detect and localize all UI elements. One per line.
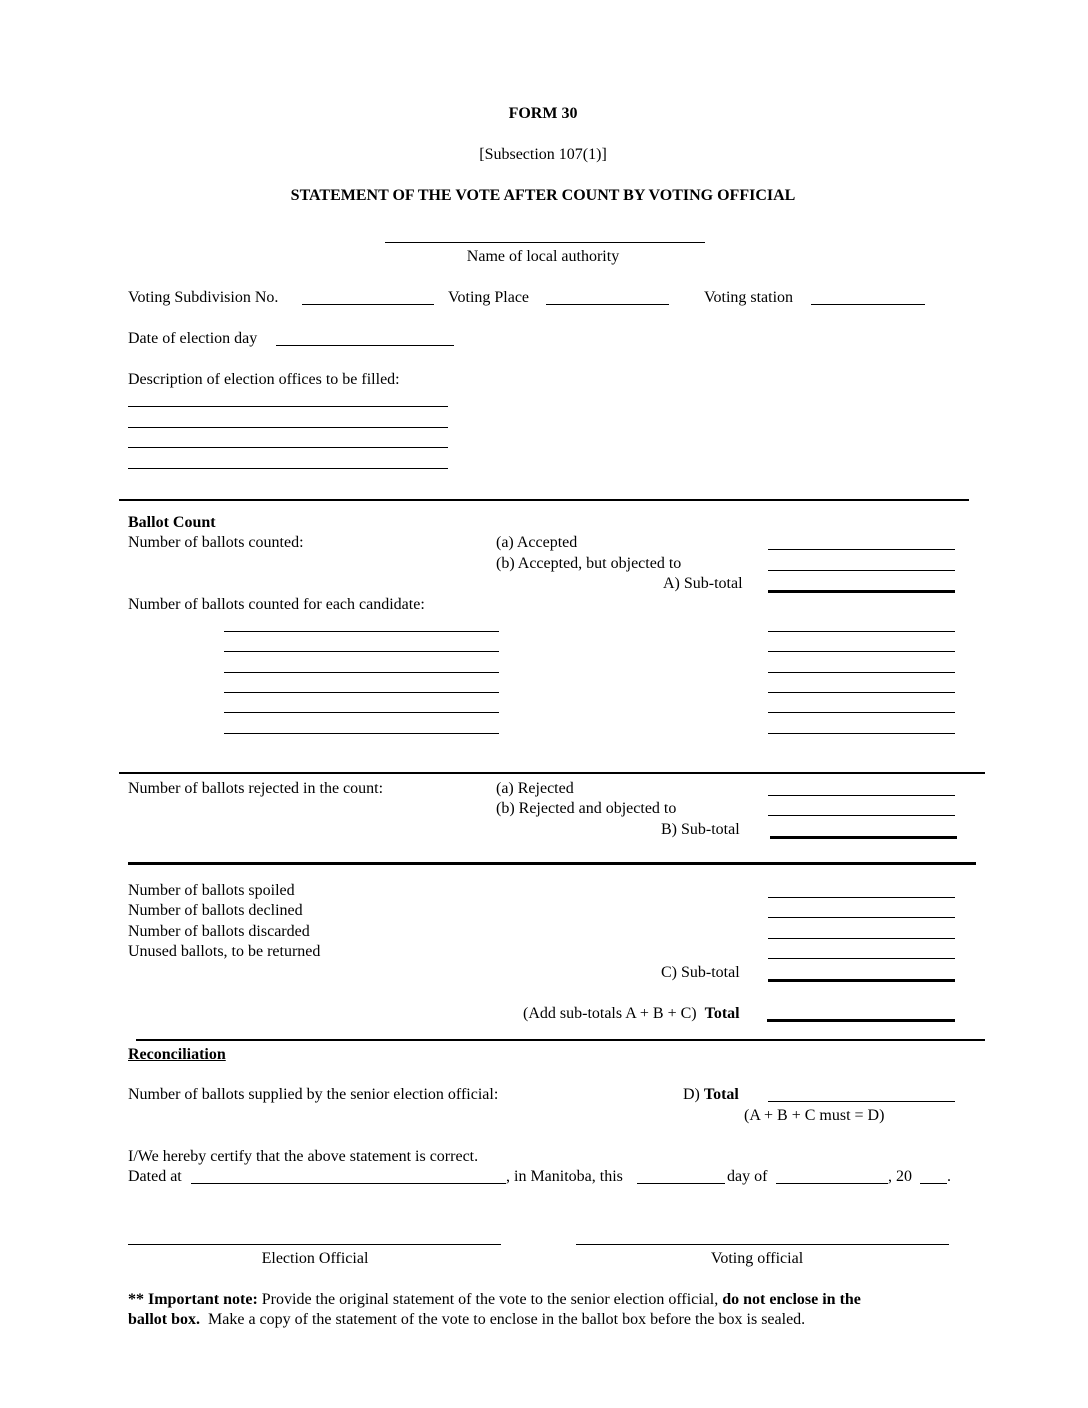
subtotal-a-label: A) Sub-total — [663, 575, 743, 592]
voting-official-label: Voting official — [710, 1250, 804, 1267]
local-authority-field[interactable] — [385, 242, 705, 243]
candidate-name-field[interactable] — [224, 672, 499, 673]
form-title: FORM 30 — [508, 105, 578, 122]
candidate-name-field[interactable] — [224, 733, 499, 734]
voting-subdivision-label: Voting Subdivision No. — [128, 289, 279, 306]
voting-place-field[interactable] — [546, 304, 669, 305]
reconciliation-check: (A + B + C must = D) — [744, 1107, 885, 1124]
rejected-label: (a) Rejected — [496, 780, 574, 797]
subsection-reference: [Subsection 107(1)] — [479, 146, 607, 163]
per-candidate-label: Number of ballots counted for each candidate: — [128, 596, 425, 613]
day-field[interactable] — [637, 1183, 725, 1184]
d-total-label: D) Total — [683, 1086, 739, 1103]
dated-at-label: Dated at — [128, 1168, 182, 1185]
spoiled-label: Number of ballots spoiled — [128, 882, 295, 899]
accepted-label: (a) Accepted — [496, 534, 578, 551]
subtotal-b-label: B) Sub-total — [661, 821, 740, 838]
dated-period: . — [947, 1168, 951, 1185]
voting-station-label: Voting station — [704, 289, 794, 306]
candidate-count-field[interactable] — [768, 692, 955, 693]
election-official-signature-field[interactable] — [128, 1244, 501, 1245]
add-subtotals-label: (Add sub-totals A + B + C) Total — [523, 1005, 740, 1022]
ballots-counted-label: Number of ballots counted: — [128, 534, 304, 551]
ballots-rejected-label: Number of ballots rejected in the count: — [128, 780, 384, 797]
accepted-objected-label: (b) Accepted, but objected to — [496, 555, 682, 572]
election-office-field[interactable] — [128, 427, 448, 428]
declined-field[interactable] — [768, 917, 955, 918]
candidate-count-field[interactable] — [768, 712, 955, 713]
candidate-name-field[interactable] — [224, 631, 499, 632]
discarded-field[interactable] — [768, 938, 955, 939]
election-official-label: Election Official — [261, 1250, 369, 1267]
rejected-objected-label: (b) Rejected and objected to — [496, 800, 677, 817]
section-divider — [136, 1039, 985, 1041]
certification-statement: I/We hereby certify that the above statement is correct. — [128, 1148, 479, 1165]
election-office-field[interactable] — [128, 406, 448, 407]
statement-title: STATEMENT OF THE VOTE AFTER COUNT BY VOTING OFFICIAL — [290, 187, 796, 204]
year-field[interactable] — [920, 1183, 947, 1184]
accepted-objected-field[interactable] — [768, 570, 955, 571]
total-field[interactable] — [767, 1019, 955, 1022]
section-divider — [119, 772, 985, 774]
subtotal-c-label: C) Sub-total — [661, 964, 740, 981]
candidate-name-field[interactable] — [224, 712, 499, 713]
candidate-count-field[interactable] — [768, 733, 955, 734]
year-prefix-label: , 20 — [888, 1168, 912, 1185]
section-divider — [119, 499, 969, 501]
ballot-count-heading: Ballot Count — [128, 514, 216, 531]
accepted-field[interactable] — [768, 549, 955, 550]
discarded-label: Number of ballots discarded — [128, 923, 310, 940]
election-offices-label: Description of election offices to be filled: — [128, 371, 400, 388]
local-authority-label: Name of local authority — [466, 248, 620, 265]
election-date-field[interactable] — [276, 345, 454, 346]
candidate-name-field[interactable] — [224, 651, 499, 652]
election-office-field[interactable] — [128, 468, 448, 469]
spoiled-field[interactable] — [768, 897, 955, 898]
rejected-field[interactable] — [768, 795, 955, 796]
election-office-field[interactable] — [128, 447, 448, 448]
d-total-field[interactable] — [768, 1101, 955, 1102]
candidate-count-field[interactable] — [768, 651, 955, 652]
candidate-name-field[interactable] — [224, 692, 499, 693]
voting-official-signature-field[interactable] — [576, 1244, 949, 1245]
subtotal-b-field[interactable] — [770, 836, 957, 839]
in-manitoba-label: , in Manitoba, this — [506, 1168, 623, 1185]
unused-label: Unused ballots, to be returned — [128, 943, 321, 960]
candidate-count-field[interactable] — [768, 672, 955, 673]
month-field[interactable] — [776, 1183, 888, 1184]
rejected-objected-field[interactable] — [768, 815, 955, 816]
voting-subdivision-field[interactable] — [302, 304, 434, 305]
declined-label: Number of ballots declined — [128, 902, 303, 919]
unused-field[interactable] — [768, 958, 955, 959]
dated-at-field[interactable] — [191, 1183, 506, 1184]
day-of-label: day of — [727, 1168, 768, 1185]
reconciliation-heading: Reconciliation — [128, 1046, 226, 1063]
subtotal-a-field[interactable] — [768, 590, 955, 593]
section-divider — [128, 862, 976, 865]
important-note-line2: ballot box. Make a copy of the statement of the vote to enclose in the ballot box before the box is sealed. — [128, 1311, 806, 1328]
important-note-line1: ** Important note: Provide the original statement of the vote to the senior election official, do not enclose in the — [128, 1291, 861, 1308]
election-date-label: Date of election day — [128, 330, 258, 347]
voting-station-field[interactable] — [811, 304, 925, 305]
candidate-count-field[interactable] — [768, 631, 955, 632]
subtotal-c-field[interactable] — [768, 979, 955, 982]
voting-place-label: Voting Place — [448, 289, 530, 306]
supplied-label: Number of ballots supplied by the senior election official: — [128, 1086, 499, 1103]
